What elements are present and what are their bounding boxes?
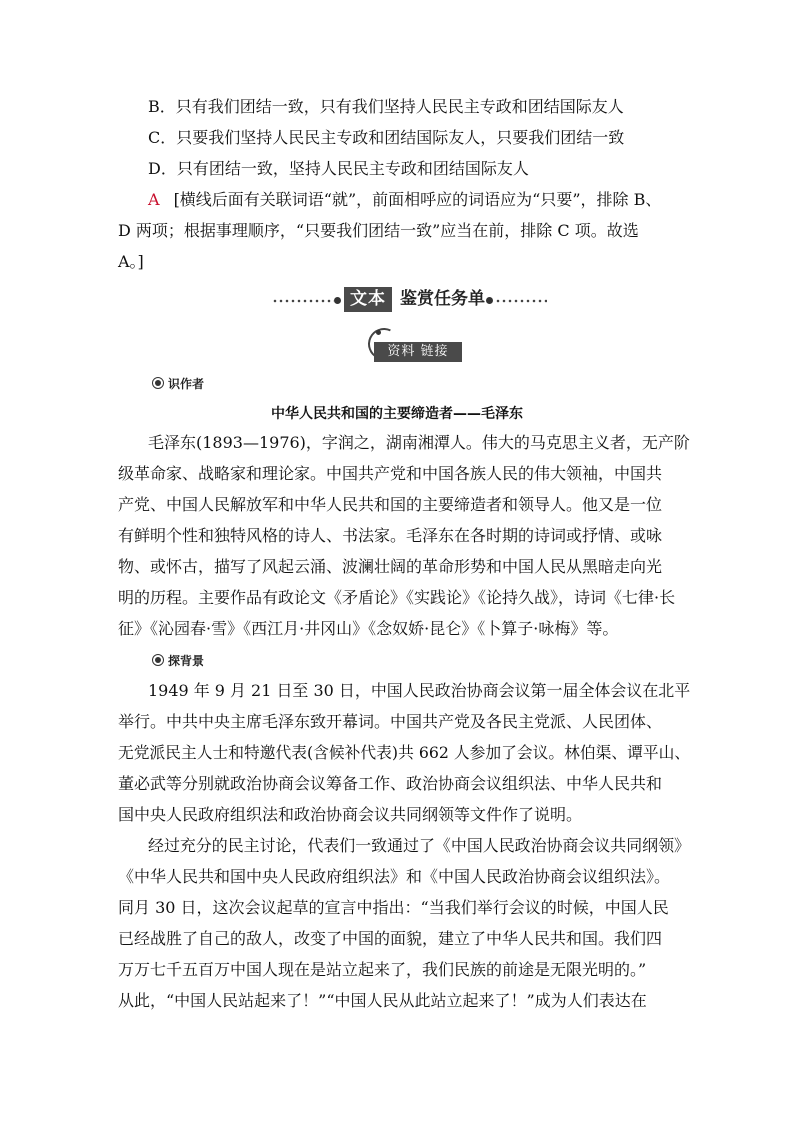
bullet-circle-icon [152,654,164,666]
answer-text-1: [横线后面有关联词语“就”，前面相呼应的词语应为“只要”，排除 B、 [173,190,662,209]
background-line: 《中华人民共和国中央人民政府组织法》和《中国人民政治协商会议组织法》。 [118,867,671,886]
background-line: 经过充分的民主讨论，代表们一致通过了《中国人民政治协商会议共同纲领》 [148,836,691,855]
answer-line-3: A。] [118,252,144,271]
background-line: 董必武等分别就政治协商会议筹备工作、政治协商会议组织法、中华人民共和 [118,774,663,793]
background-line: 举行。中共中央主席毛泽东致开幕词。中国共产党及各民主党派、人民团体、 [118,712,663,731]
background-line: 从此，“中国人民站起来了！”“中国人民从此站立起来了！”成为人们表达在 [118,991,647,1010]
section-banner [0,285,794,315]
bullet-circle-icon [152,377,164,389]
background-line: 万万七千五百万中国人现在是站立起来了，我们民族的前途是无限光明的。” [118,960,647,979]
badge-label: 资料 链接 [374,342,462,362]
banner-box-label: 文本 [344,287,392,312]
author-line: 物、或怀古，描写了风起云涌、波澜壮阔的革命形势和中国人民从黑暗走向光 [118,557,663,576]
author-heading-text: 识作者 [168,377,205,391]
author-line: 毛泽东(1893—1976)，字润之，湖南湘潭人。伟大的马克思主义者，无产阶 [148,433,690,452]
resource-link-badge [368,328,464,364]
background-line: 无党派民主人士和特邀代表(含候补代表)共 662 人参加了会议。林伯渠、谭平山、 [118,743,691,762]
author-line: 征》《沁园春·雪》《西江月·井冈山》《念奴娇·昆仑》《卜算子·咏梅》等。 [118,619,619,638]
badge-dot-icon [376,330,381,335]
background-line: 同月 30 日，这次会议起草的宣言中指出：“当我们举行会议的时候，中国人民 [118,898,669,917]
option-c: C．只要我们坚持人民民主专政和团结国际友人，只要我们团结一致 [148,128,625,147]
background-line: 1949 年 9 月 21 日至 30 日，中国人民政治协商会议第一届全体会议在北平 [148,681,691,700]
option-d: D．只有团结一致，坚持人民民主专政和团结国际友人 [148,159,529,178]
banner-dot-left [334,297,341,304]
author-heading [152,376,204,392]
background-line: 国中央人民政府组织法和政治协商会议共同纲领等文件作了说明。 [118,805,583,824]
banner-title: 鉴赏任务单 [400,289,485,309]
answer-letter: A [148,190,160,209]
author-line: 产党、中国人民解放军和中华人民共和国的主要缔造者和领导人。他又是一位 [118,495,663,514]
background-heading-text: 探背景 [168,654,205,668]
answer-line-1 [148,189,661,211]
answer-line-2: D 两项；根据事理顺序，“只要我们团结一致”应当在前，排除 C 项。故选 [118,221,639,240]
banner-dots-right [495,299,547,303]
option-b: B．只有我们团结一致，只有我们坚持人民民主专政和团结国际友人 [148,97,624,116]
banner-dots-left [272,299,334,303]
background-line: 已经战胜了自己的敌人，改变了中国的面貌，建立了中华人民共和国。我们四 [118,929,663,948]
background-heading [152,653,204,669]
author-line: 级革命家、战略家和理论家。中国共产党和中国各族人民的伟大领袖，中国共 [118,464,663,483]
author-line: 明的历程。主要作品有政论文《矛盾论》《实践论》《论持久战》，诗词《七律·长 [118,588,676,607]
article-title: 中华人民共和国的主要缔造者——毛泽东 [271,406,523,422]
author-line: 有鲜明个性和独特风格的诗人、书法家。毛泽东在各时期的诗词或抒情、或咏 [118,526,663,545]
banner-dot-right [486,297,493,304]
